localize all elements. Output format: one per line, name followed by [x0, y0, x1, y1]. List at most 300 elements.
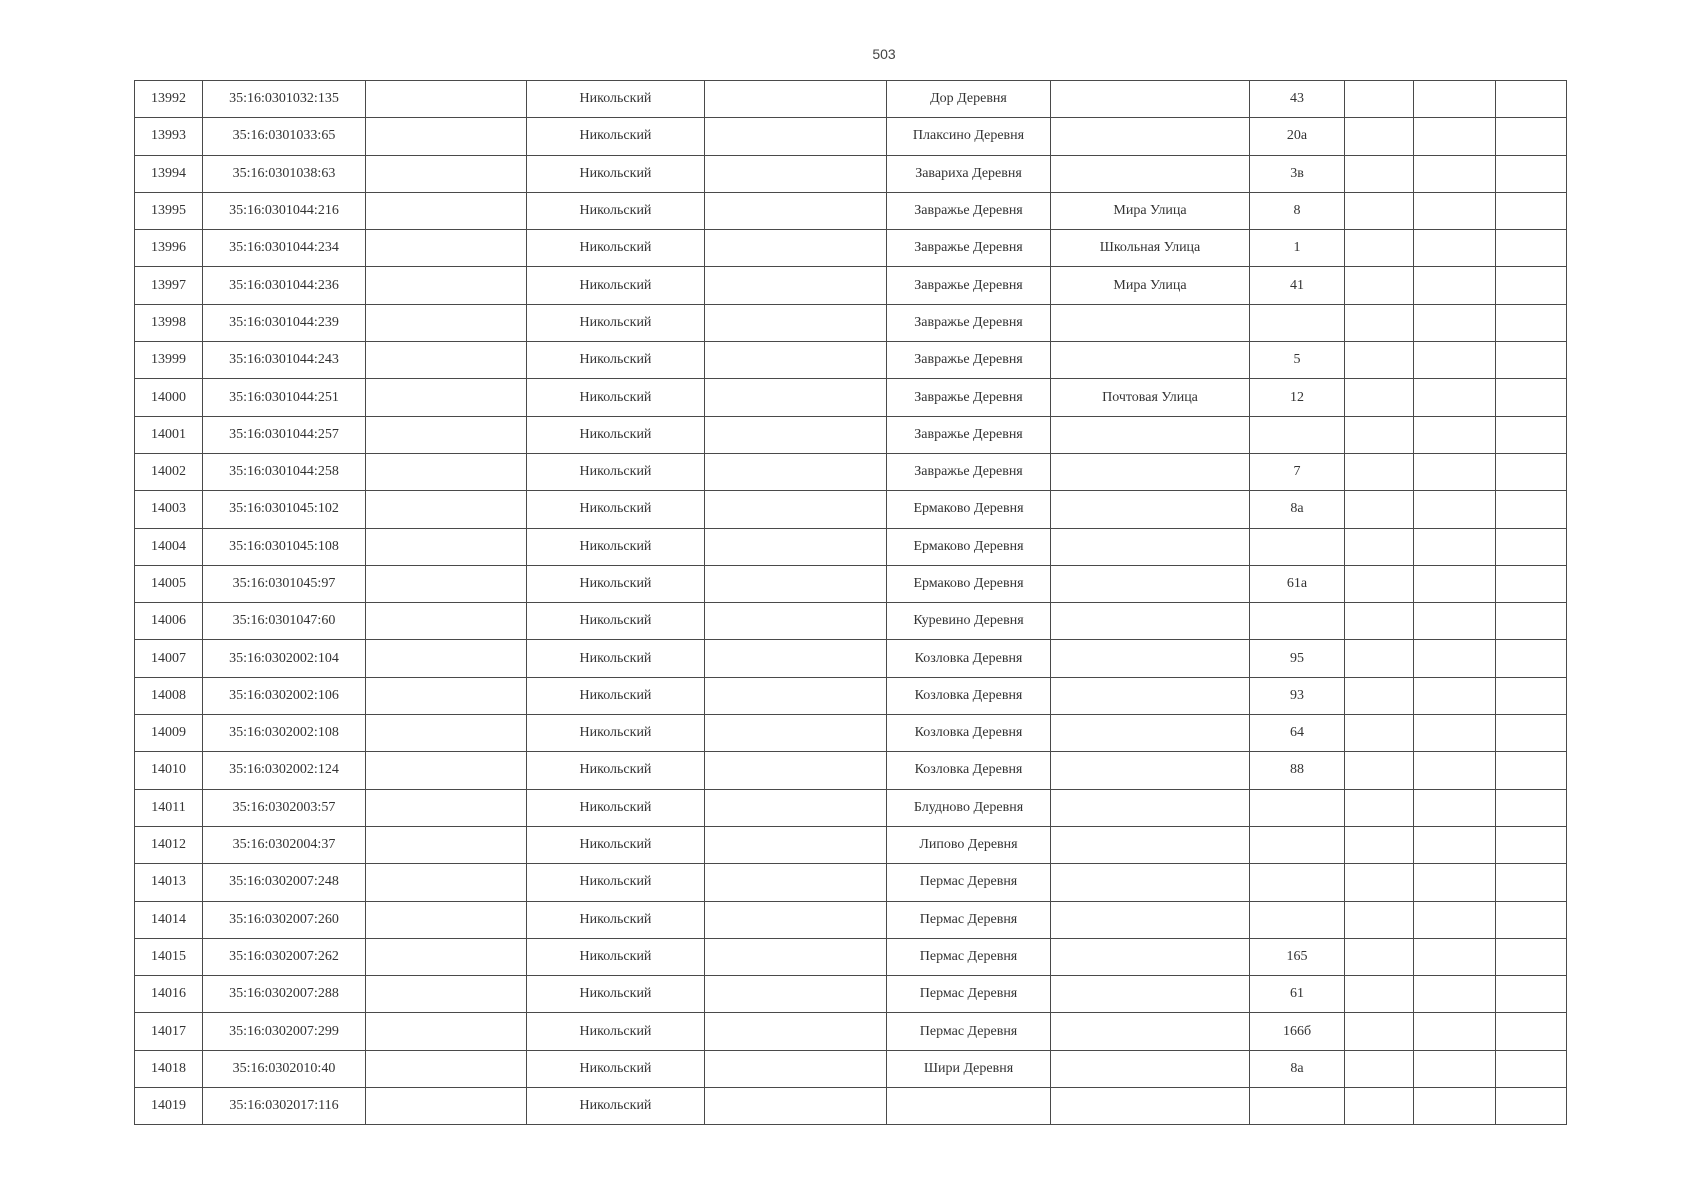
row-number-cell: 14009 [135, 715, 203, 752]
empty-cell [1345, 342, 1414, 379]
empty-cell [366, 230, 527, 267]
locality-cell: Завариха Деревня [887, 155, 1051, 192]
row-number-cell: 14015 [135, 938, 203, 975]
empty-cell [705, 528, 887, 565]
empty-cell [1414, 603, 1496, 640]
street-cell [1051, 864, 1250, 901]
row-number-cell: 13994 [135, 155, 203, 192]
locality-cell: Козловка Деревня [887, 640, 1051, 677]
row-number-cell: 14011 [135, 789, 203, 826]
empty-cell [705, 640, 887, 677]
empty-cell [705, 826, 887, 863]
table-row [135, 491, 1567, 528]
empty-cell [1414, 752, 1496, 789]
empty-cell [366, 752, 527, 789]
district-cell: Никольский [527, 379, 705, 416]
district-cell: Никольский [527, 677, 705, 714]
house-number-cell: 165 [1250, 938, 1345, 975]
empty-cell [705, 342, 887, 379]
empty-cell [366, 938, 527, 975]
empty-cell [1345, 789, 1414, 826]
cadastral-number-cell: 35:16:0301044:258 [203, 453, 366, 490]
district-cell: Никольский [527, 304, 705, 341]
table-row [135, 864, 1567, 901]
empty-cell [1345, 565, 1414, 602]
cadastral-number-cell: 35:16:0301033:65 [203, 118, 366, 155]
district-cell: Никольский [527, 230, 705, 267]
empty-cell [366, 453, 527, 490]
district-cell: Никольский [527, 267, 705, 304]
empty-cell [705, 603, 887, 640]
empty-cell [1414, 416, 1496, 453]
empty-cell [705, 1050, 887, 1087]
empty-cell [366, 1013, 527, 1050]
house-number-cell [1250, 416, 1345, 453]
street-cell [1051, 901, 1250, 938]
empty-cell [1496, 715, 1567, 752]
district-cell: Никольский [527, 901, 705, 938]
empty-cell [366, 901, 527, 938]
empty-cell [1496, 864, 1567, 901]
row-number-cell: 13993 [135, 118, 203, 155]
page-number: 503 [872, 46, 896, 62]
empty-cell [705, 81, 887, 118]
street-cell [1051, 491, 1250, 528]
empty-cell [1414, 81, 1496, 118]
row-number-cell: 14013 [135, 864, 203, 901]
district-cell: Никольский [527, 192, 705, 229]
empty-cell [366, 304, 527, 341]
district-cell: Никольский [527, 1013, 705, 1050]
street-cell [1051, 976, 1250, 1013]
row-number-cell: 13997 [135, 267, 203, 304]
empty-cell [1414, 1088, 1496, 1125]
cadastral-number-cell: 35:16:0301047:60 [203, 603, 366, 640]
empty-cell [1345, 453, 1414, 490]
district-cell: Никольский [527, 938, 705, 975]
empty-cell [705, 491, 887, 528]
cadastral-number-cell: 35:16:0302002:124 [203, 752, 366, 789]
row-number-cell: 14001 [135, 416, 203, 453]
empty-cell [1496, 938, 1567, 975]
district-cell: Никольский [527, 342, 705, 379]
empty-cell [1345, 230, 1414, 267]
empty-cell [366, 603, 527, 640]
street-cell: Мира Улица [1051, 192, 1250, 229]
empty-cell [705, 304, 887, 341]
table-body [135, 81, 1567, 1125]
locality-cell: Пермас Деревня [887, 1013, 1051, 1050]
district-cell: Никольский [527, 81, 705, 118]
empty-cell [366, 342, 527, 379]
locality-cell: Ермаково Деревня [887, 565, 1051, 602]
empty-cell [1414, 528, 1496, 565]
cadastral-number-cell: 35:16:0302010:40 [203, 1050, 366, 1087]
street-cell: Мира Улица [1051, 267, 1250, 304]
cadastral-number-cell: 35:16:0302004:37 [203, 826, 366, 863]
empty-cell [366, 416, 527, 453]
empty-cell [1414, 677, 1496, 714]
house-number-cell: 166б [1250, 1013, 1345, 1050]
locality-cell: Козловка Деревня [887, 715, 1051, 752]
empty-cell [1345, 677, 1414, 714]
locality-cell: Пермас Деревня [887, 864, 1051, 901]
cadastral-number-cell: 35:16:0302002:104 [203, 640, 366, 677]
locality-cell: Куревино Деревня [887, 603, 1051, 640]
house-number-cell: 61а [1250, 565, 1345, 602]
house-number-cell: 43 [1250, 81, 1345, 118]
locality-cell: Ермаково Деревня [887, 491, 1051, 528]
empty-cell [1496, 1088, 1567, 1125]
empty-cell [366, 976, 527, 1013]
registry-table [134, 80, 1567, 1125]
empty-cell [366, 640, 527, 677]
empty-cell [1345, 379, 1414, 416]
row-number-cell: 13996 [135, 230, 203, 267]
empty-cell [1414, 864, 1496, 901]
street-cell: Школьная Улица [1051, 230, 1250, 267]
table-row [135, 192, 1567, 229]
street-cell [1051, 528, 1250, 565]
cadastral-number-cell: 35:16:0302007:248 [203, 864, 366, 901]
table-row [135, 677, 1567, 714]
empty-cell [705, 976, 887, 1013]
table-row [135, 640, 1567, 677]
empty-cell [705, 1013, 887, 1050]
locality-cell: Завражье Деревня [887, 304, 1051, 341]
empty-cell [1496, 1050, 1567, 1087]
house-number-cell: 5 [1250, 342, 1345, 379]
district-cell: Никольский [527, 565, 705, 602]
empty-cell [1414, 976, 1496, 1013]
cadastral-number-cell: 35:16:0301045:108 [203, 528, 366, 565]
table-row [135, 155, 1567, 192]
house-number-cell [1250, 826, 1345, 863]
empty-cell [1414, 155, 1496, 192]
empty-cell [1345, 715, 1414, 752]
empty-cell [705, 789, 887, 826]
house-number-cell: 8 [1250, 192, 1345, 229]
row-number-cell: 14014 [135, 901, 203, 938]
table-row [135, 789, 1567, 826]
empty-cell [1345, 826, 1414, 863]
row-number-cell: 14005 [135, 565, 203, 602]
empty-cell [1496, 640, 1567, 677]
empty-cell [1345, 81, 1414, 118]
empty-cell [705, 192, 887, 229]
table-row [135, 826, 1567, 863]
table-row [135, 1050, 1567, 1087]
locality-cell: Завражье Деревня [887, 453, 1051, 490]
district-cell: Никольский [527, 1088, 705, 1125]
empty-cell [1496, 81, 1567, 118]
row-number-cell: 14006 [135, 603, 203, 640]
locality-cell: Завражье Деревня [887, 379, 1051, 416]
empty-cell [1414, 118, 1496, 155]
empty-cell [1345, 1013, 1414, 1050]
locality-cell: Дор Деревня [887, 81, 1051, 118]
empty-cell [1345, 976, 1414, 1013]
table-row [135, 565, 1567, 602]
table-row [135, 752, 1567, 789]
empty-cell [1345, 155, 1414, 192]
street-cell [1051, 304, 1250, 341]
locality-cell: Пермас Деревня [887, 901, 1051, 938]
row-number-cell: 14003 [135, 491, 203, 528]
empty-cell [1414, 379, 1496, 416]
empty-cell [366, 491, 527, 528]
empty-cell [1496, 342, 1567, 379]
locality-cell: Шири Деревня [887, 1050, 1051, 1087]
locality-cell: Козловка Деревня [887, 677, 1051, 714]
district-cell: Никольский [527, 155, 705, 192]
locality-cell: Блудново Деревня [887, 789, 1051, 826]
empty-cell [705, 901, 887, 938]
district-cell: Никольский [527, 789, 705, 826]
cadastral-number-cell: 35:16:0301044:236 [203, 267, 366, 304]
locality-cell: Козловка Деревня [887, 752, 1051, 789]
cadastral-number-cell: 35:16:0301044:257 [203, 416, 366, 453]
street-cell [1051, 938, 1250, 975]
table-row [135, 901, 1567, 938]
empty-cell [1345, 603, 1414, 640]
house-number-cell: 8а [1250, 491, 1345, 528]
empty-cell [366, 192, 527, 229]
empty-cell [1345, 267, 1414, 304]
house-number-cell: 12 [1250, 379, 1345, 416]
empty-cell [366, 789, 527, 826]
empty-cell [366, 528, 527, 565]
empty-cell [366, 379, 527, 416]
empty-cell [1496, 528, 1567, 565]
cadastral-number-cell: 35:16:0301032:135 [203, 81, 366, 118]
table-row [135, 453, 1567, 490]
house-number-cell [1250, 528, 1345, 565]
row-number-cell: 13992 [135, 81, 203, 118]
district-cell: Никольский [527, 752, 705, 789]
district-cell: Никольский [527, 416, 705, 453]
cadastral-number-cell: 35:16:0301044:234 [203, 230, 366, 267]
table-row [135, 528, 1567, 565]
street-cell [1051, 453, 1250, 490]
row-number-cell: 14008 [135, 677, 203, 714]
cadastral-number-cell: 35:16:0301044:239 [203, 304, 366, 341]
locality-cell [887, 1088, 1051, 1125]
empty-cell [1414, 453, 1496, 490]
locality-cell: Завражье Деревня [887, 267, 1051, 304]
table-row [135, 267, 1567, 304]
district-cell: Никольский [527, 1050, 705, 1087]
locality-cell: Липово Деревня [887, 826, 1051, 863]
empty-cell [1345, 192, 1414, 229]
empty-cell [1414, 565, 1496, 602]
street-cell [1051, 118, 1250, 155]
empty-cell [1496, 118, 1567, 155]
district-cell: Никольский [527, 528, 705, 565]
district-cell: Никольский [527, 976, 705, 1013]
street-cell [1051, 826, 1250, 863]
table-row [135, 416, 1567, 453]
empty-cell [1496, 789, 1567, 826]
empty-cell [1414, 1013, 1496, 1050]
cadastral-number-cell: 35:16:0301044:216 [203, 192, 366, 229]
empty-cell [366, 715, 527, 752]
empty-cell [366, 677, 527, 714]
empty-cell [366, 1050, 527, 1087]
house-number-cell [1250, 789, 1345, 826]
cadastral-number-cell: 35:16:0302007:299 [203, 1013, 366, 1050]
row-number-cell: 14012 [135, 826, 203, 863]
empty-cell [1345, 901, 1414, 938]
empty-cell [1414, 640, 1496, 677]
table-row [135, 976, 1567, 1013]
street-cell [1051, 640, 1250, 677]
table-row [135, 603, 1567, 640]
district-cell: Никольский [527, 453, 705, 490]
table-row [135, 81, 1567, 118]
cadastral-number-cell: 35:16:0301045:102 [203, 491, 366, 528]
empty-cell [1345, 1050, 1414, 1087]
table-row [135, 379, 1567, 416]
empty-cell [1345, 1088, 1414, 1125]
empty-cell [1496, 901, 1567, 938]
empty-cell [1496, 677, 1567, 714]
locality-cell: Пермас Деревня [887, 976, 1051, 1013]
street-cell [1051, 789, 1250, 826]
district-cell: Никольский [527, 715, 705, 752]
empty-cell [1414, 304, 1496, 341]
street-cell [1051, 1088, 1250, 1125]
house-number-cell: 61 [1250, 976, 1345, 1013]
table-row [135, 938, 1567, 975]
empty-cell [705, 1088, 887, 1125]
row-number-cell: 14019 [135, 1088, 203, 1125]
empty-cell [705, 379, 887, 416]
empty-cell [1496, 453, 1567, 490]
house-number-cell [1250, 603, 1345, 640]
cadastral-number-cell: 35:16:0302003:57 [203, 789, 366, 826]
empty-cell [1414, 342, 1496, 379]
cadastral-number-cell: 35:16:0301044:251 [203, 379, 366, 416]
street-cell [1051, 677, 1250, 714]
empty-cell [705, 752, 887, 789]
empty-cell [1345, 528, 1414, 565]
house-number-cell: 20а [1250, 118, 1345, 155]
row-number-cell: 14018 [135, 1050, 203, 1087]
row-number-cell: 14004 [135, 528, 203, 565]
row-number-cell: 14007 [135, 640, 203, 677]
empty-cell [1345, 118, 1414, 155]
empty-cell [366, 826, 527, 863]
empty-cell [1345, 938, 1414, 975]
row-number-cell: 14000 [135, 379, 203, 416]
street-cell [1051, 565, 1250, 602]
empty-cell [705, 416, 887, 453]
empty-cell [705, 453, 887, 490]
empty-cell [705, 155, 887, 192]
empty-cell [1496, 491, 1567, 528]
street-cell [1051, 715, 1250, 752]
table-row [135, 1088, 1567, 1125]
cadastral-number-cell: 35:16:0302007:260 [203, 901, 366, 938]
row-number-cell: 14010 [135, 752, 203, 789]
house-number-cell: 3в [1250, 155, 1345, 192]
row-number-cell: 14017 [135, 1013, 203, 1050]
locality-cell: Ермаково Деревня [887, 528, 1051, 565]
empty-cell [1496, 267, 1567, 304]
empty-cell [1345, 752, 1414, 789]
empty-cell [1496, 304, 1567, 341]
empty-cell [705, 677, 887, 714]
cadastral-number-cell: 35:16:0301045:97 [203, 565, 366, 602]
row-number-cell: 13998 [135, 304, 203, 341]
house-number-cell: 93 [1250, 677, 1345, 714]
house-number-cell: 1 [1250, 230, 1345, 267]
locality-cell: Завражье Деревня [887, 230, 1051, 267]
district-cell: Никольский [527, 640, 705, 677]
empty-cell [1414, 192, 1496, 229]
row-number-cell: 13995 [135, 192, 203, 229]
district-cell: Никольский [527, 118, 705, 155]
street-cell [1051, 342, 1250, 379]
table-row [135, 1013, 1567, 1050]
house-number-cell [1250, 901, 1345, 938]
street-cell [1051, 603, 1250, 640]
cadastral-number-cell: 35:16:0302017:116 [203, 1088, 366, 1125]
empty-cell [1345, 864, 1414, 901]
street-cell [1051, 155, 1250, 192]
empty-cell [366, 267, 527, 304]
street-cell: Почтовая Улица [1051, 379, 1250, 416]
empty-cell [366, 565, 527, 602]
house-number-cell: 7 [1250, 453, 1345, 490]
empty-cell [1414, 491, 1496, 528]
table-row [135, 230, 1567, 267]
empty-cell [1496, 826, 1567, 863]
house-number-cell: 41 [1250, 267, 1345, 304]
street-cell [1051, 1013, 1250, 1050]
cadastral-number-cell: 35:16:0302002:106 [203, 677, 366, 714]
empty-cell [1496, 379, 1567, 416]
house-number-cell [1250, 1088, 1345, 1125]
empty-cell [1414, 267, 1496, 304]
empty-cell [1496, 230, 1567, 267]
street-cell [1051, 1050, 1250, 1087]
empty-cell [1414, 938, 1496, 975]
locality-cell: Завражье Деревня [887, 416, 1051, 453]
house-number-cell: 95 [1250, 640, 1345, 677]
empty-cell [1496, 565, 1567, 602]
empty-cell [1496, 155, 1567, 192]
district-cell: Никольский [527, 603, 705, 640]
empty-cell [1345, 304, 1414, 341]
empty-cell [366, 118, 527, 155]
empty-cell [1414, 826, 1496, 863]
empty-cell [1496, 416, 1567, 453]
cadastral-number-cell: 35:16:0301044:243 [203, 342, 366, 379]
empty-cell [1496, 1013, 1567, 1050]
row-number-cell: 14002 [135, 453, 203, 490]
cadastral-number-cell: 35:16:0301038:63 [203, 155, 366, 192]
locality-cell: Плаксино Деревня [887, 118, 1051, 155]
empty-cell [1414, 1050, 1496, 1087]
locality-cell: Завражье Деревня [887, 192, 1051, 229]
empty-cell [1496, 752, 1567, 789]
row-number-cell: 13999 [135, 342, 203, 379]
empty-cell [1414, 230, 1496, 267]
empty-cell [705, 118, 887, 155]
empty-cell [1496, 192, 1567, 229]
